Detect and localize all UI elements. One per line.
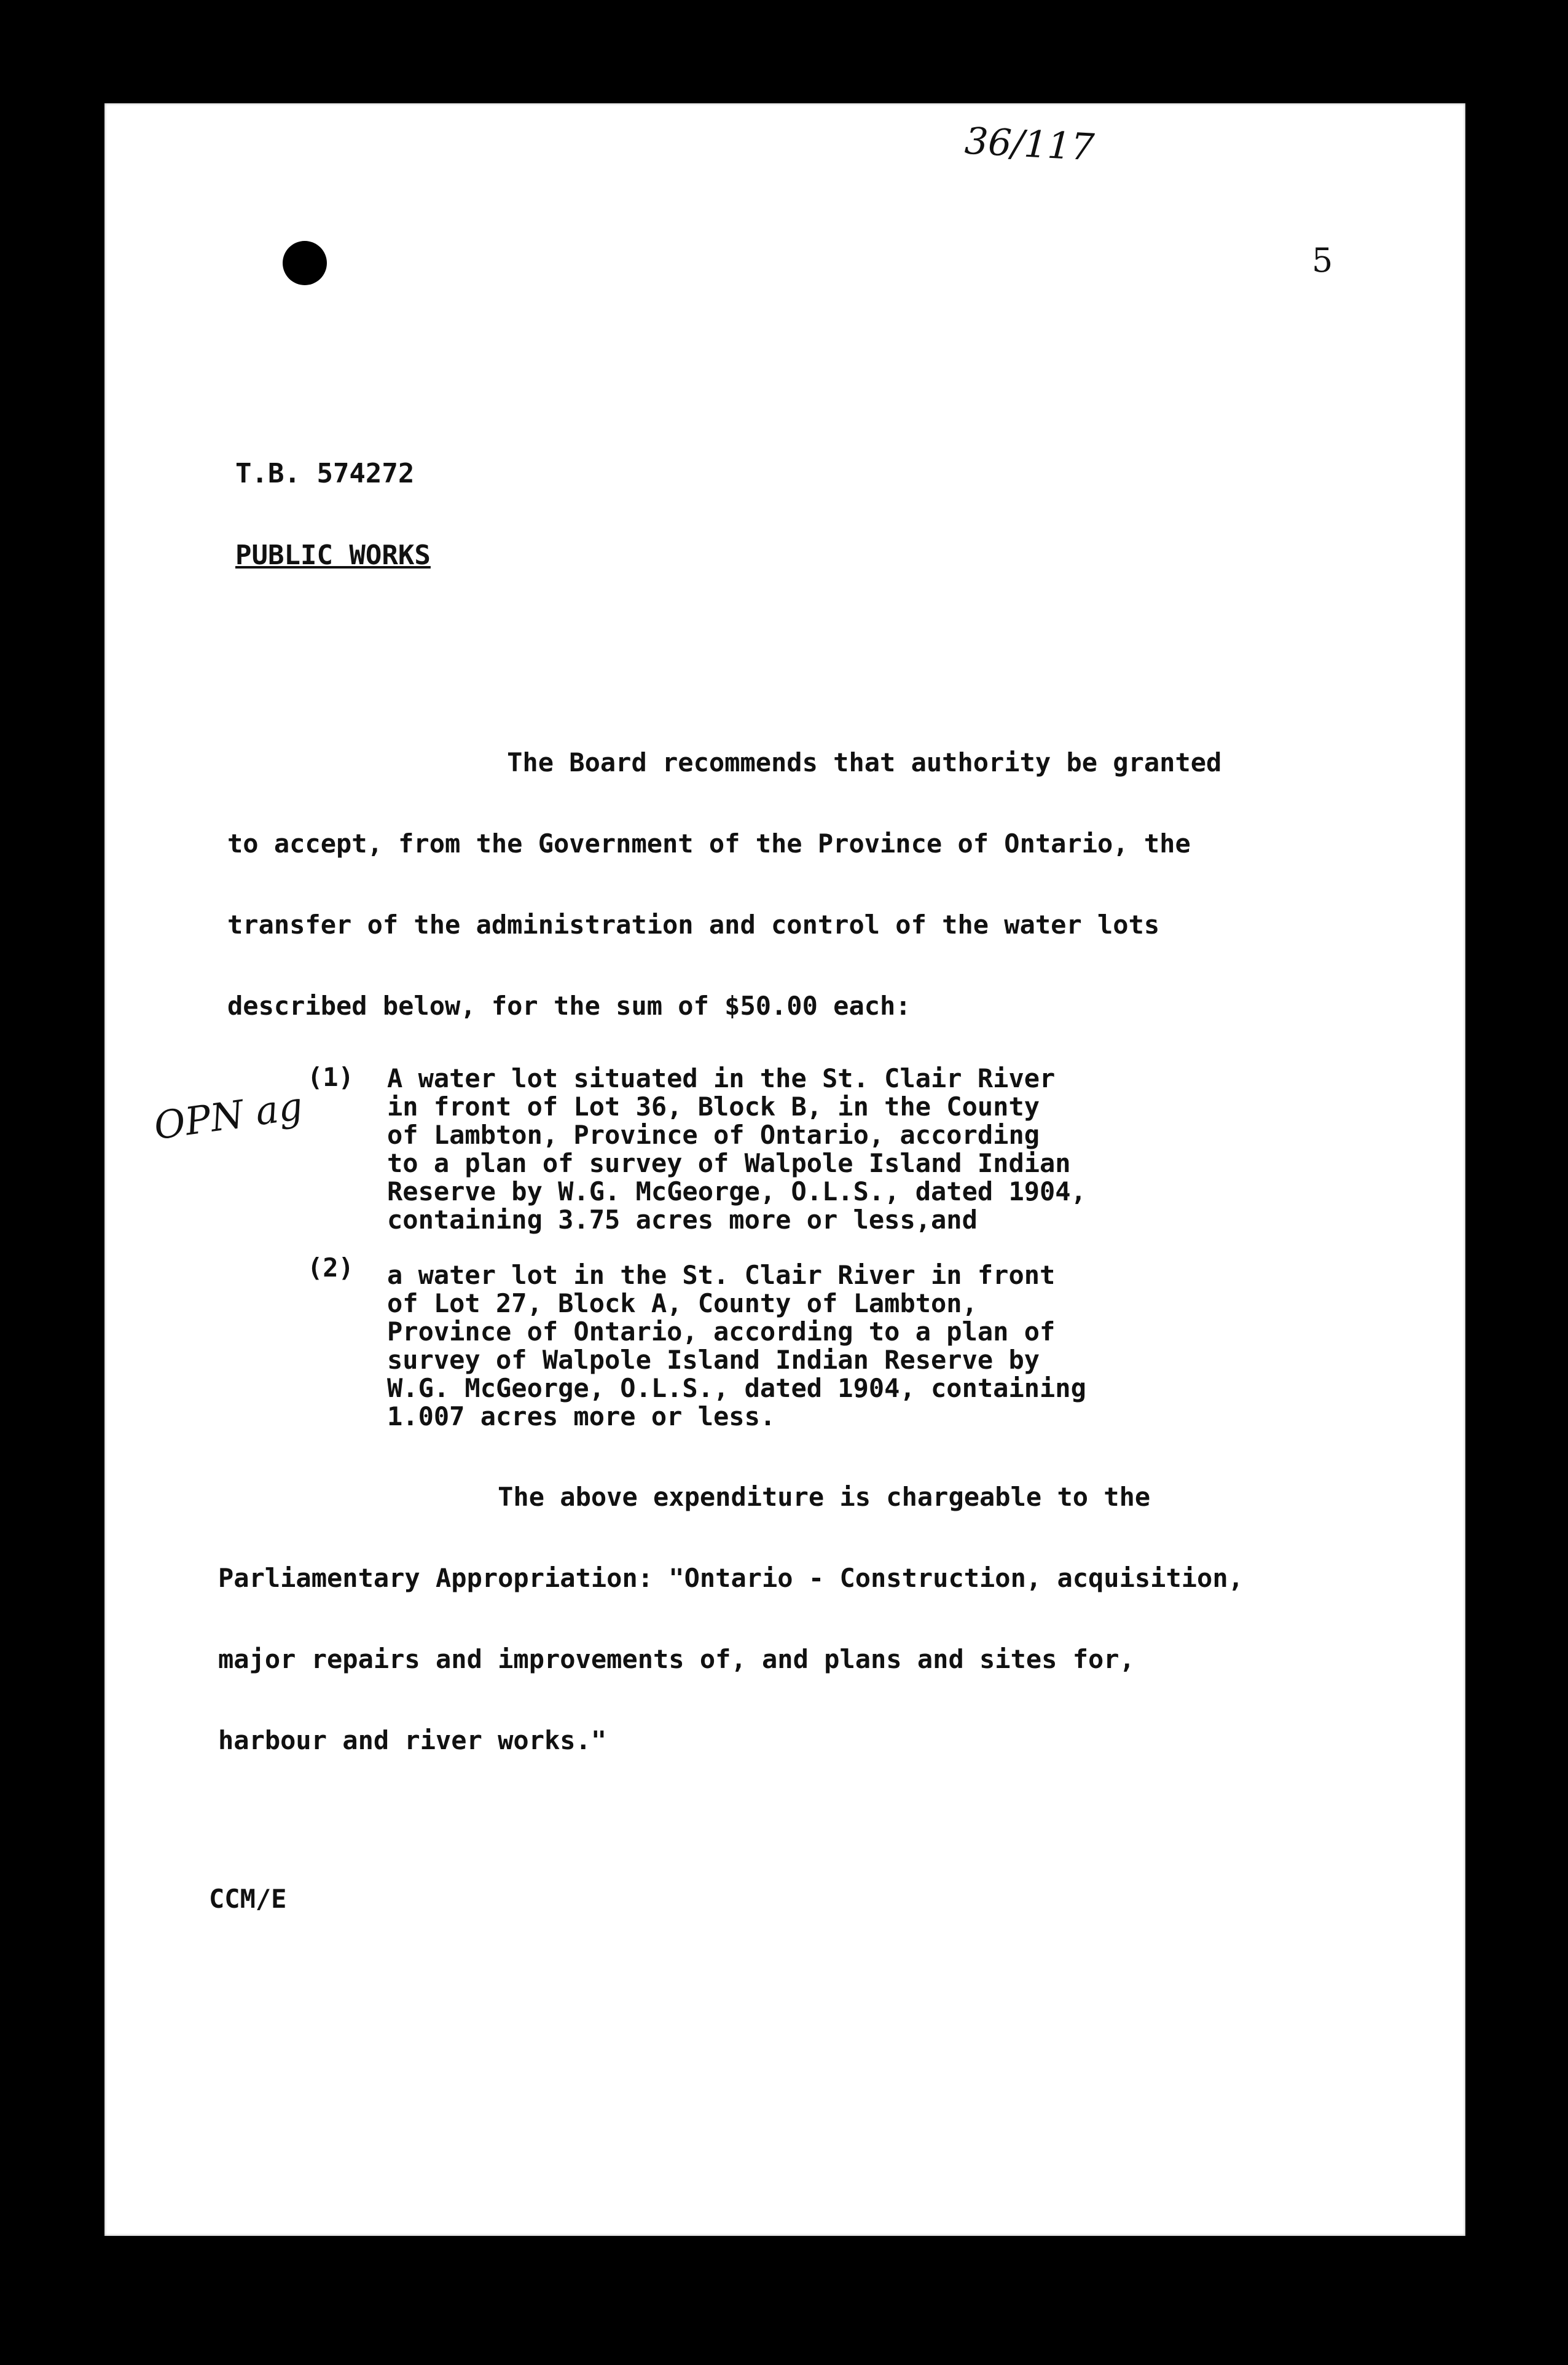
handwritten-file-reference: 36/117 [963, 119, 1096, 170]
paragraph-line: The above expenditure is chargeable to the [218, 1482, 1151, 1512]
item-text [387, 1261, 1086, 1431]
paragraph-line: transfer of the administration and control of the water lots [227, 910, 1160, 940]
item-line: of Lambton, Province of Ontario, according [387, 1120, 1040, 1150]
treasury-board-reference: T.B. 574272 [235, 458, 415, 489]
item-line: Reserve by W.G. McGeorge, O.L.S., dated 1904, [387, 1176, 1086, 1206]
item-line: A water lot situated in the St. Clair River [387, 1063, 1056, 1093]
item-number: (2) [307, 1253, 354, 1283]
item-line: 1.007 acres more or less. [387, 1401, 776, 1431]
item-number: (1) [307, 1062, 354, 1092]
paragraph-line: to accept, from the Government of the Province of Ontario, the [227, 828, 1191, 859]
intro-paragraph [227, 722, 1221, 1047]
item-line: in front of Lot 36, Block B, in the County [387, 1092, 1040, 1122]
paragraph-line: major repairs and improvements of, and plans and sites for, [218, 1644, 1135, 1674]
section-heading: PUBLIC WORKS [235, 540, 431, 571]
item-line: survey of Walpole Island Indian Reserve by [387, 1345, 1040, 1375]
typist-initials: CCM/E [209, 1884, 287, 1914]
paragraph-line: described below, for the sum of $50.00 each: [227, 991, 911, 1021]
paragraph-line: The Board recommends that authority be granted [227, 747, 1222, 777]
item-line: to a plan of survey of Walpole Island Indian [387, 1148, 1071, 1178]
item-line: Province of Ontario, according to a plan of [387, 1316, 1056, 1347]
paragraph-line: harbour and river works." [218, 1725, 607, 1755]
item-line: of Lot 27, Block A, County of Lambton, [387, 1288, 978, 1318]
item-line: a water lot in the St. Clair River in front [387, 1260, 1056, 1290]
closing-paragraph [218, 1457, 1244, 1781]
item-text [387, 1064, 1086, 1234]
handwritten-margin-initials: OPN ag [151, 1083, 305, 1149]
paragraph-line: Parliamentary Appropriation: "Ontario - Construction, acquisition, [218, 1563, 1244, 1593]
punch-hole [283, 241, 327, 285]
page-number: 5 [1312, 241, 1333, 280]
item-line: W.G. McGeorge, O.L.S., dated 1904, containing [387, 1373, 1086, 1403]
item-line: containing 3.75 acres more or less,and [387, 1205, 978, 1235]
